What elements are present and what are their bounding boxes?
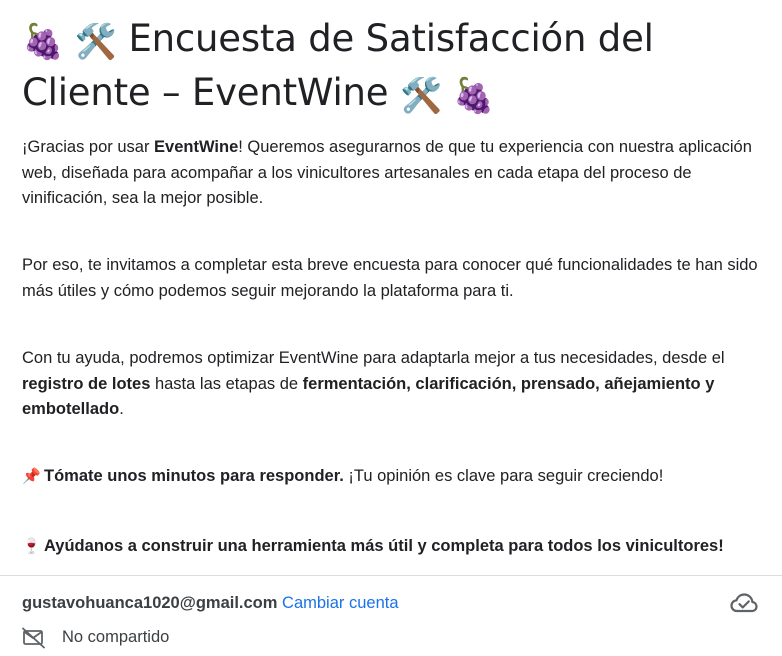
switch-account-link[interactable]: Cambiar cuenta [282, 594, 399, 612]
p4-bold: Tómate unos minutos para responder. [44, 467, 344, 485]
p1-text-a: ¡Gracias por usar [22, 138, 155, 156]
p1-brand: EventWine [154, 138, 239, 156]
form-title [22, 12, 742, 120]
sharing-status-label: No compartido [62, 628, 170, 646]
pushpin-icon: 📌 [22, 468, 41, 485]
description-paragraph-4 [22, 464, 772, 490]
p3-text-c: hasta las etapas de [150, 374, 303, 393]
p3-text-a: Con tu ayuda, podremos optimizar EventWine para adaptarla mejor a tus necesidades, desde el [22, 349, 725, 367]
title-emoji-left: 🍇 🛠️ [22, 22, 117, 62]
account-row [22, 592, 399, 614]
title-text: Encuesta de Satisfacción del Cliente – EventWine [22, 17, 654, 114]
description-paragraph-2: Por eso, te invitamos a completar esta breve encuesta para conocer qué funcionalidades te han sido más útiles y cómo podemos seguir mejorando la plataforma para ti. [22, 256, 758, 300]
p1-text-c: ! Queremos asegurarnos de que tu experiencia con nuestra aplicación web, diseñada para acompañar a los vinicultores artesanales en cada etapa del proceso de vinificación, sea la mejor posible. [22, 138, 752, 207]
p3-bold-stages: fermentación, clarificación, prensado, añejamiento y embotellado [22, 374, 715, 418]
wine-glass-icon: 🍷 [22, 538, 41, 555]
p3-bold-lotes: registro de lotes [22, 374, 151, 393]
mail-off-icon [22, 627, 46, 649]
description-paragraph-5 [22, 534, 772, 560]
description-paragraph-1 [22, 135, 772, 212]
p3-text-e: . [119, 400, 124, 418]
account-email: gustavohuanca1020@gmail.com [22, 594, 278, 612]
section-divider [0, 575, 782, 576]
description-paragraph-3 [22, 346, 772, 423]
p4-rest: ¡Tu opinión es clave para seguir creciendo! [343, 467, 664, 485]
title-emoji-right: 🛠️ 🍇 [399, 76, 495, 116]
cloud-done-icon[interactable] [730, 592, 758, 614]
p5-bold: Ayúdanos a construir una herramienta más útil y completa para todos los vinicultores! [44, 537, 724, 555]
